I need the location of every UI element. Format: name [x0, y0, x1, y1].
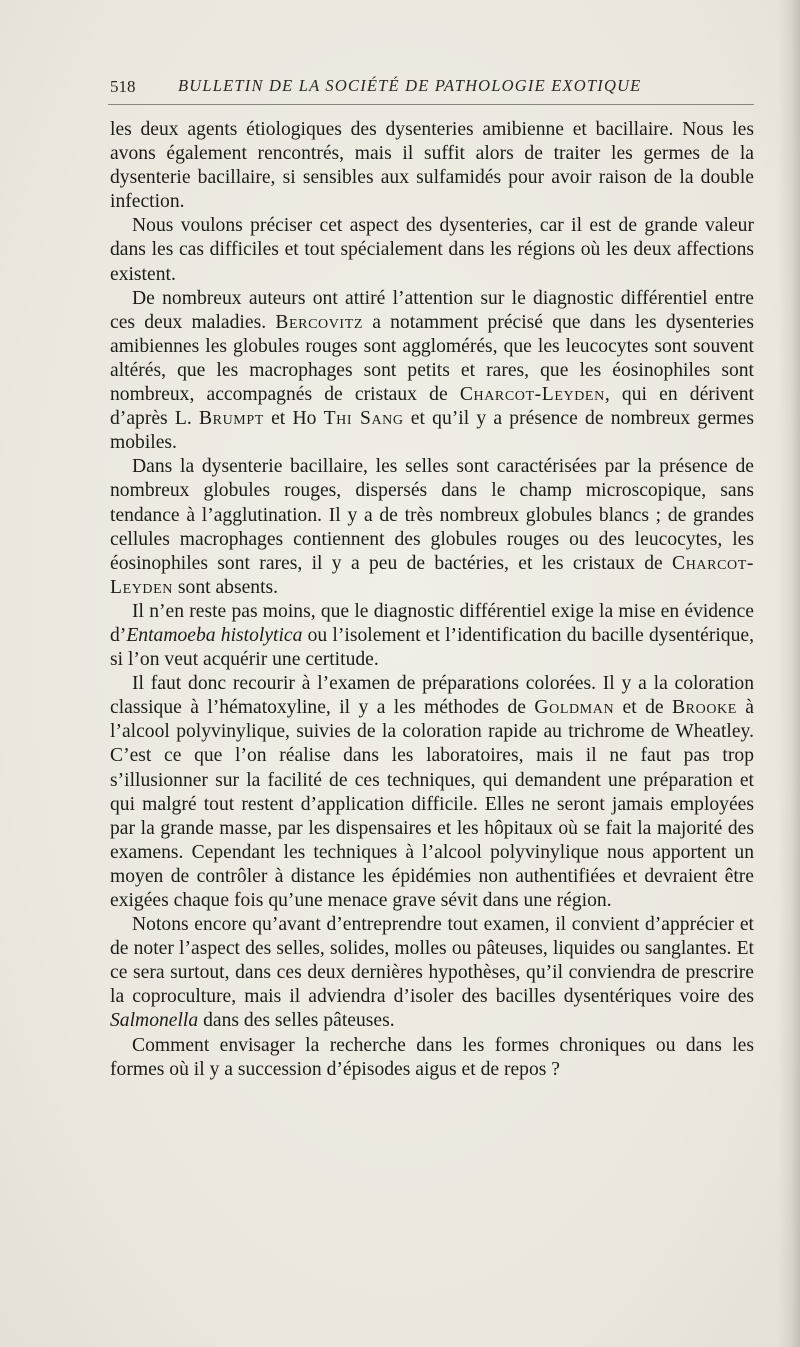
author-name: Thi Sang — [323, 408, 404, 430]
author-name: Brumpt — [198, 408, 264, 430]
text-segment: à l’alcool polyvinylique, suivies de la coloration rapide au trichrome de Wheatley. C’est ce que l’on réalise dans les laboratoires, mais il ne faut pas trop s’illusionner sur la facilité de ces techniques, qui demandent une préparation et qui malgré tout restent d’application difficile. Elles ne seront jamais employées par la grande masse, par les dispensaires et les hôpitaux où se fait la majorité des examens. Cependant les techniques à l’alcool polyvinylique nous apportent un moyen de contrôler à distance les épidémies non authentifiées et devraient être exigées chaque fois qu’une menace grave sévit dans une région. — [110, 697, 754, 911]
author-name: Brooke — [672, 697, 737, 719]
author-name: Bercovitz — [275, 311, 363, 333]
paragraph-1 — [110, 118, 754, 214]
author-name: Goldman — [534, 697, 615, 719]
text-segment: sont absents. — [173, 576, 279, 598]
running-header — [110, 74, 755, 102]
page-edge-shadow — [778, 0, 800, 1347]
text-segment: Comment envisager la recherche dans les formes chroniques ou dans les formes où il y a succession d’épisodes aigus et de repos ? — [110, 1034, 754, 1080]
text-segment: et Ho — [263, 408, 324, 430]
text-segment: Nous voulons préciser cet aspect des dysenteries, car il est de grande valeur dans les cas difficiles et tout spécialement dans les régions où les deux affections existent. — [110, 215, 754, 285]
paragraph-3 — [110, 287, 754, 456]
paragraph-4 — [110, 455, 754, 600]
paragraph-8 — [110, 1034, 754, 1082]
page-number: 518 — [110, 77, 136, 96]
paragraph-7 — [110, 913, 754, 1033]
text-segment: dans des selles pâteuses. — [198, 1010, 395, 1032]
text-segment: Il faut donc recourir à l’examen de préparations colorées. Il y a la coloration classique à l’hématoxyline, il y a les méthodes de — [110, 673, 754, 719]
text-segment: ou l’isolement et l’identification du bacille dysentérique, si l’on veut acquérir une certitude. — [110, 624, 754, 671]
article-body — [110, 118, 754, 1082]
text-segment: Notons encore qu’avant d’entreprendre tout examen, il convient d’apprécier et de noter l’aspect des selles, solides, molles ou pâteuses, liquides ou sanglantes. Et ce sera surtout, dans ces deux dernières hypothèses, qu’il conviendra de prescrire la coproculture, mais il adviendra d’isoler des bacilles dysentériques voire des — [110, 914, 754, 1008]
text-segment: , qui en dérivent d’après L. — [110, 384, 755, 430]
author-name: Charcot-Leyden — [459, 384, 605, 406]
paragraph-6 — [110, 672, 754, 913]
header-rule — [108, 104, 754, 105]
text-segment: Il n’en reste pas moins, que le diagnostic différentiel exige la mise en évidence d’ — [110, 600, 754, 646]
text-segment: De nombreux auteurs ont attiré l’attention sur le diagnostic différentiel entre ces deux maladies. — [110, 287, 754, 333]
text-segment: et de — [614, 697, 672, 719]
text-segment: les deux agents étiologiques des dysenteries amibienne et bacillaire. Nous les avons également rencontrés, mais il suffit alors de traiter les germes de la dysenterie bacillaire, si sensibles aux sulfamidés pour avoir raison de la double infection. — [110, 119, 754, 213]
text-segment: Dans la dysenterie bacillaire, les selles sont caractérisées par la présence de nombreux globules rouges, dispersés dans le champ microscopique, sans tendance à l’agglutination. Il y a de très nombreux globules blancs ; de grandes cellules macrophages contiennent des globules rouges ou des leucocytes, les éosinophiles sont rares, il y a peu de bactéries, et les cristaux de — [110, 456, 754, 574]
species-name: Salmonella — [110, 1010, 199, 1032]
text-segment: et qu’il y a présence de nombreux germes mobiles. — [110, 408, 754, 454]
text-segment: a notamment précisé que dans les dysenteries amibiennes les globules rouges sont agglomérés, que les leucocytes sont souvent altérés, que les macrophages sont petits et rares, que les éosinophiles sont nombreux, accompagnés de cristaux de — [110, 311, 754, 406]
journal-title: BULLETIN DE LA SOCIÉTÉ DE PATHOLOGIE EXOTIQUE — [178, 76, 642, 95]
species-name: Entamoeba histolytica — [126, 624, 303, 646]
paragraph-5 — [110, 600, 754, 672]
author-name: Charcot-Leyden — [110, 552, 754, 598]
paragraph-2 — [110, 214, 754, 286]
